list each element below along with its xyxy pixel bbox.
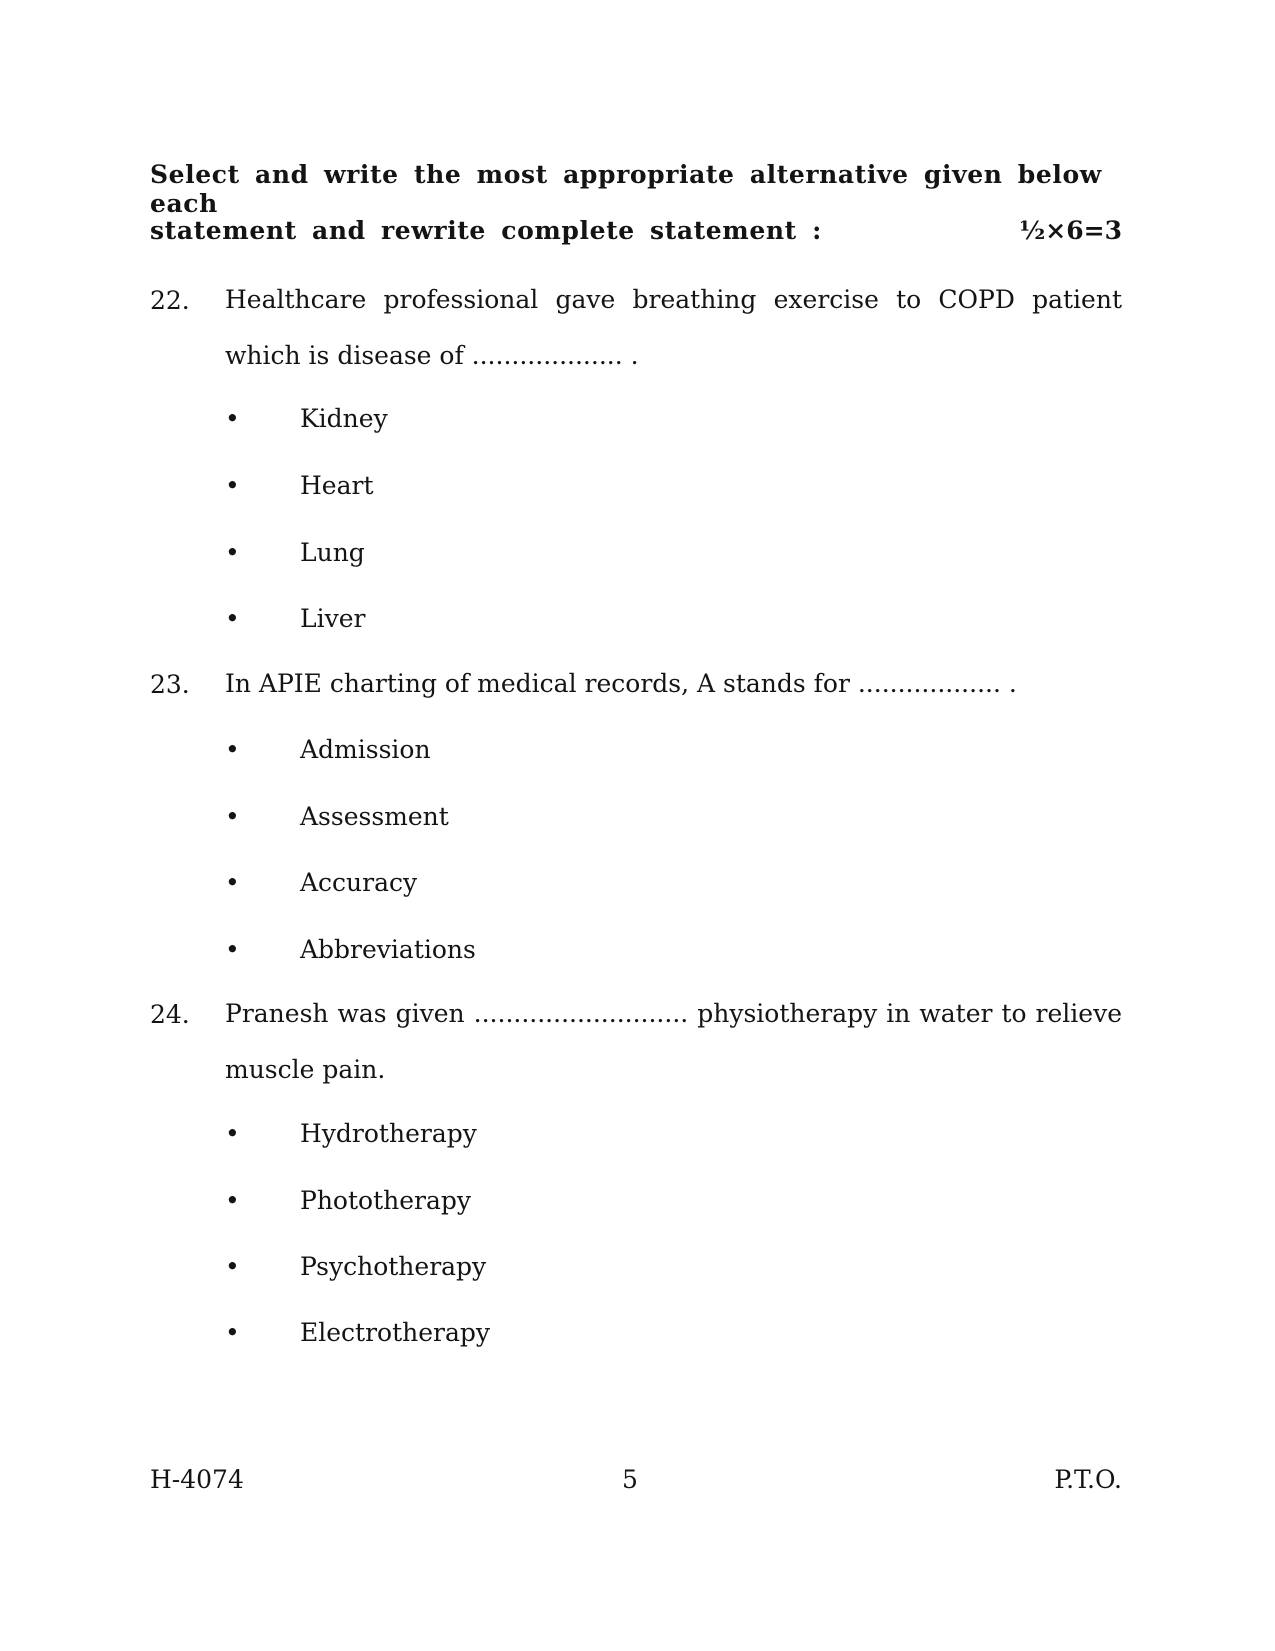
instruction-text: statement and rewrite complete statement :: [150, 216, 822, 245]
bullet-icon: •: [225, 1186, 240, 1215]
option-label: Lung: [300, 538, 365, 567]
option-label: Heart: [300, 471, 374, 500]
paper-code: H-4074: [150, 1465, 244, 1494]
bullet-icon: •: [225, 1252, 240, 1281]
option-label: Assessment: [300, 802, 449, 831]
question-text: Healthcare professional gave breathing exercise to COPD patient which is disease of ................... .: [225, 285, 1122, 370]
bullet-icon: •: [225, 868, 240, 897]
option-label: Liver: [300, 604, 366, 633]
bullet-icon: •: [225, 1318, 240, 1347]
option-label: Admission: [300, 735, 431, 764]
marks-allocation: ½×6=3: [1019, 216, 1122, 245]
please-turn-over: P.T.O.: [1054, 1465, 1122, 1494]
page-number: 5: [622, 1465, 638, 1494]
option-label: Electrotherapy: [300, 1318, 491, 1347]
option-label: Hydrotherapy: [300, 1119, 477, 1148]
bullet-icon: •: [225, 538, 240, 567]
option-label: Accuracy: [300, 868, 418, 897]
question-number: 23.: [150, 670, 190, 699]
instruction-line-1: Select and write the most appropriate alternative given below each: [150, 160, 1102, 218]
option-label: Kidney: [300, 404, 388, 433]
question-number: 22.: [150, 286, 190, 315]
question-number: 24.: [150, 1000, 190, 1029]
question-text: In APIE charting of medical records, A stands for .................. .: [225, 669, 1017, 698]
bullet-icon: •: [225, 802, 240, 831]
bullet-icon: •: [225, 1119, 240, 1148]
question-text: Pranesh was given ........................... physiotherapy in water to relieve muscle pain.: [225, 999, 1122, 1084]
bullet-icon: •: [225, 735, 240, 764]
bullet-icon: •: [225, 604, 240, 633]
bullet-icon: •: [225, 404, 240, 433]
option-label: Abbreviations: [300, 935, 476, 964]
bullet-icon: •: [225, 935, 240, 964]
option-label: Psychotherapy: [300, 1252, 487, 1281]
instruction-line-2: [150, 216, 1122, 245]
option-label: Phototherapy: [300, 1186, 471, 1215]
bullet-icon: •: [225, 471, 240, 500]
